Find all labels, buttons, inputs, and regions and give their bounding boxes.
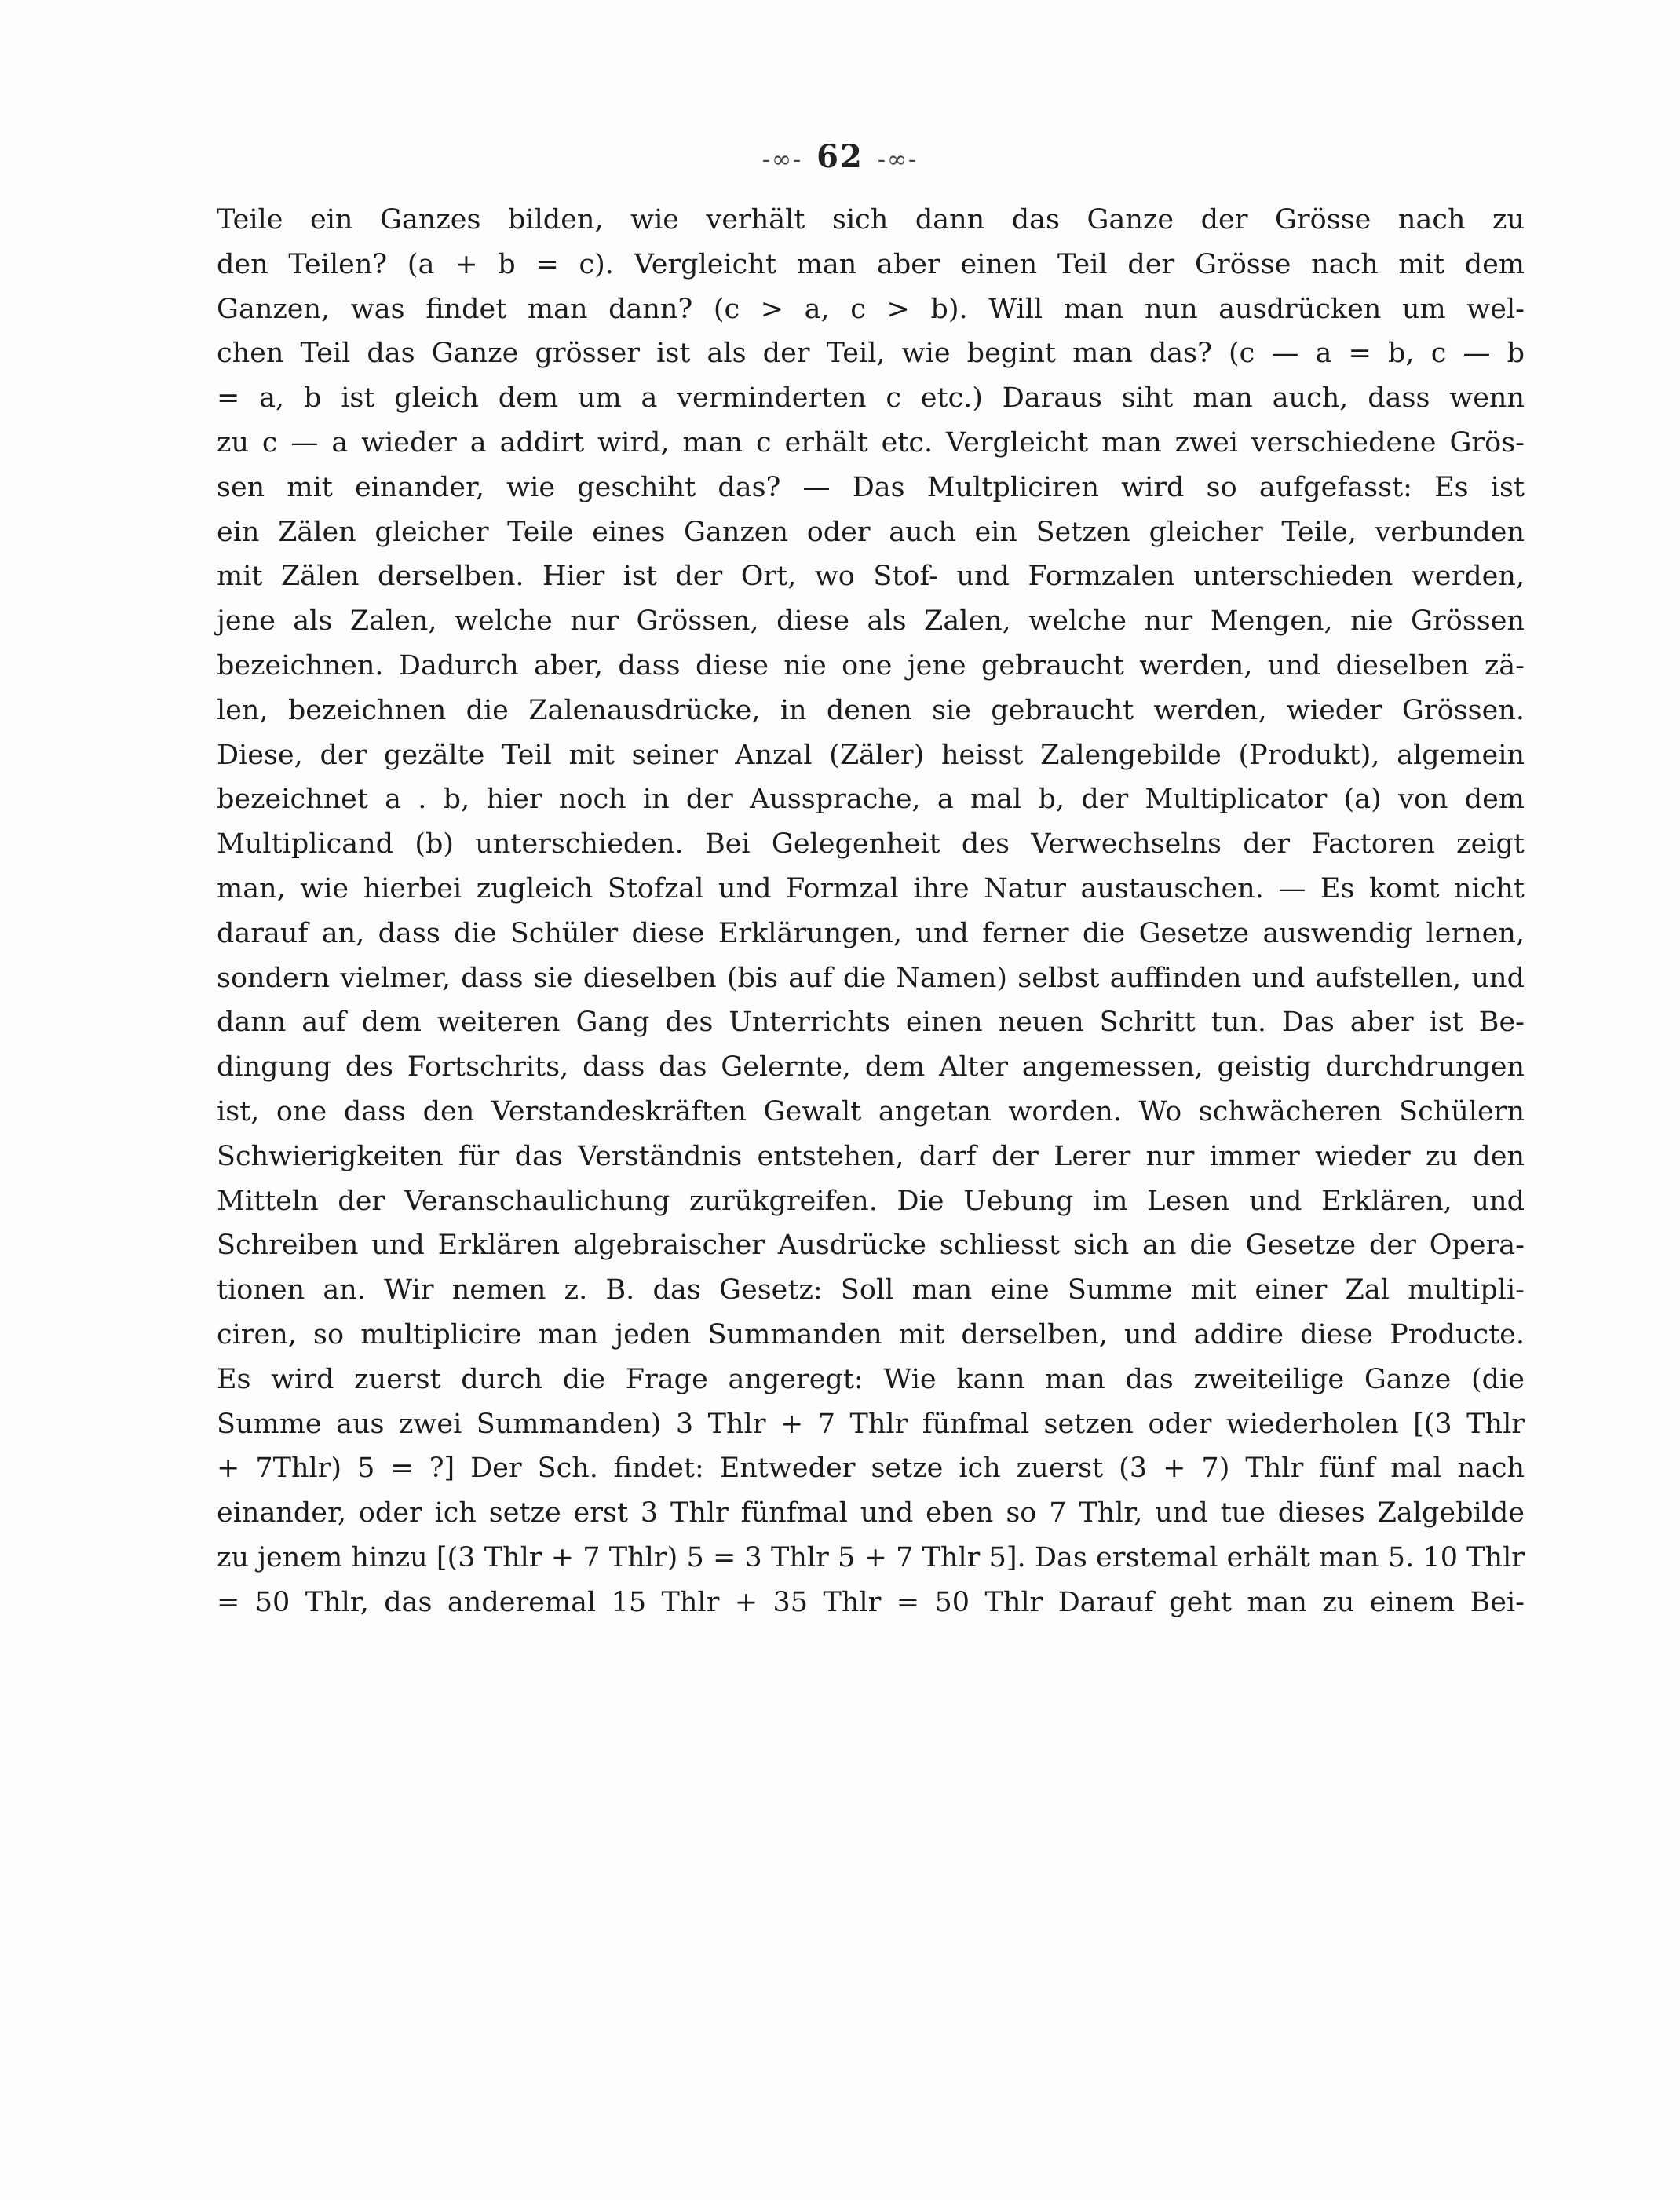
text-line: ciren, so multiplicire man jeden Summanden mit derselben, und addire diese Producte.: [217, 1318, 1525, 1350]
text-line: Es wird zuerst durch die Frage angeregt: Wie kann man das zweiteilige Ganze (die: [217, 1363, 1525, 1395]
text-line: = 50 Thlr, das anderemal 15 Thlr + 35 Thlr = 50 Thlr Darauf geht man zu einem Bei-: [217, 1586, 1525, 1618]
text-line: Ganzen, was findet man dann? (c > a, c > b). Will man nun ausdrücken um wel-: [217, 293, 1525, 325]
text-line: chen Teil das Ganze grösser ist als der Teil, wie begint man das? (c — a = b, c — b: [217, 338, 1525, 370]
body-text: [217, 198, 1525, 1625]
text-line: bezeichnet a . b, hier noch in der Aussprache, a mal b, der Multiplicator (a) von dem: [217, 784, 1525, 816]
text-line: bezeichnen. Dadurch aber, dass diese nie one jene gebraucht werden, und dieselben zä-: [217, 649, 1525, 682]
text-line: darauf an, dass die Schüler diese Erklärungen, und ferner die Gesetze auswendig lernen,: [217, 917, 1525, 949]
text-line: Teile ein Ganzes bilden, wie verhält sich dann das Ganze der Grösse nach zu: [217, 204, 1525, 236]
text-line: zu jenem hinzu [(3 Thlr + 7 Thlr) 5 = 3 Thlr 5 + 7 Thlr 5]. Das erstemal erhält man 5. 10 Thlr: [217, 1541, 1525, 1573]
text-line: ist, one dass den Verstandeskräften Gewalt angetan worden. Wo schwächeren Schülern: [217, 1095, 1525, 1127]
text-line: Mitteln der Veranschaulichung zurükgreifen. Die Uebung im Lesen und Erklären, und: [217, 1185, 1525, 1217]
text-line: zu c — a wieder a addirt wird, man c erhält etc. Vergleicht man zwei verschiedene Grös-: [217, 426, 1525, 459]
text-line: Diese, der gezälte Teil mit seiner Anzal (Zäler) heisst Zalengebilde (Produkt), algemein: [217, 739, 1525, 771]
text-line: einander, oder ich setze erst 3 Thlr fünfmal und eben so 7 Thlr, und tue dieses Zalgebilde: [217, 1497, 1525, 1529]
text-line: sondern vielmer, dass sie dieselben (bis auf die Namen) selbst auffinden und aufstellen, und: [217, 962, 1525, 994]
text-line: Schreiben und Erklären algebraischer Ausdrücke schliesst sich an die Gesetze der Opera-: [217, 1230, 1525, 1262]
text-line: jene als Zalen, welche nur Grössen, diese als Zalen, welche nur Mengen, nie Grössen: [217, 605, 1525, 638]
ornament-right-icon: -∞-: [877, 145, 919, 174]
page-number: 62: [816, 138, 864, 175]
text-line: dann auf dem weiteren Gang des Unterrichts einen neuen Schritt tun. Das aber ist Be-: [217, 1007, 1525, 1039]
text-line: + 7Thlr) 5 = ?] Der Sch. findet: Entweder setze ich zuerst (3 + 7) Thlr fünf mal nach: [217, 1453, 1525, 1485]
text-line: Summe aus zwei Summanden) 3 Thlr + 7 Thlr fünfmal setzen oder wiederholen [(3 Thlr: [217, 1408, 1525, 1440]
text-line: sen mit einander, wie geschiht das? — Das Multpliciren wird so aufgefasst: Es ist: [217, 471, 1525, 503]
text-line: dingung des Fortschrits, dass das Gelernte, dem Alter angemessen, geistig durchdrungen: [217, 1051, 1525, 1084]
text-line: Multiplicand (b) unterschieden. Bei Gelegenheit des Verwechselns der Factoren zeigt: [217, 828, 1525, 861]
text-line: mit Zälen derselben. Hier ist der Ort, wo Stof- und Formzalen unterschieden werden,: [217, 561, 1525, 593]
ornament-left-icon: -∞-: [761, 145, 803, 174]
text-line: man, wie hierbei zugleich Stofzal und Formzal ihre Natur austauschen. — Es komt nicht: [217, 872, 1525, 904]
text-line: len, bezeichnen die Zalenausdrücke, in denen sie gebraucht werden, wieder Grössen.: [217, 694, 1525, 726]
page-header: [0, 138, 1680, 175]
text-line: = a, b ist gleich dem um a verminderten c etc.) Daraus siht man auch, dass wenn: [217, 382, 1525, 415]
text-line: Schwierigkeiten für das Verständnis entstehen, darf der Lerer nur immer wieder zu den: [217, 1140, 1525, 1172]
text-line: ein Zälen gleicher Teile eines Ganzen oder auch ein Setzen gleicher Teile, verbunden: [217, 516, 1525, 548]
text-line: den Teilen? (a + b = c). Vergleicht man aber einen Teil der Grösse nach mit dem: [217, 248, 1525, 280]
text-line: tionen an. Wir nemen z. B. das Gesetz: Soll man eine Summe mit einer Zal multipli-: [217, 1274, 1525, 1306]
